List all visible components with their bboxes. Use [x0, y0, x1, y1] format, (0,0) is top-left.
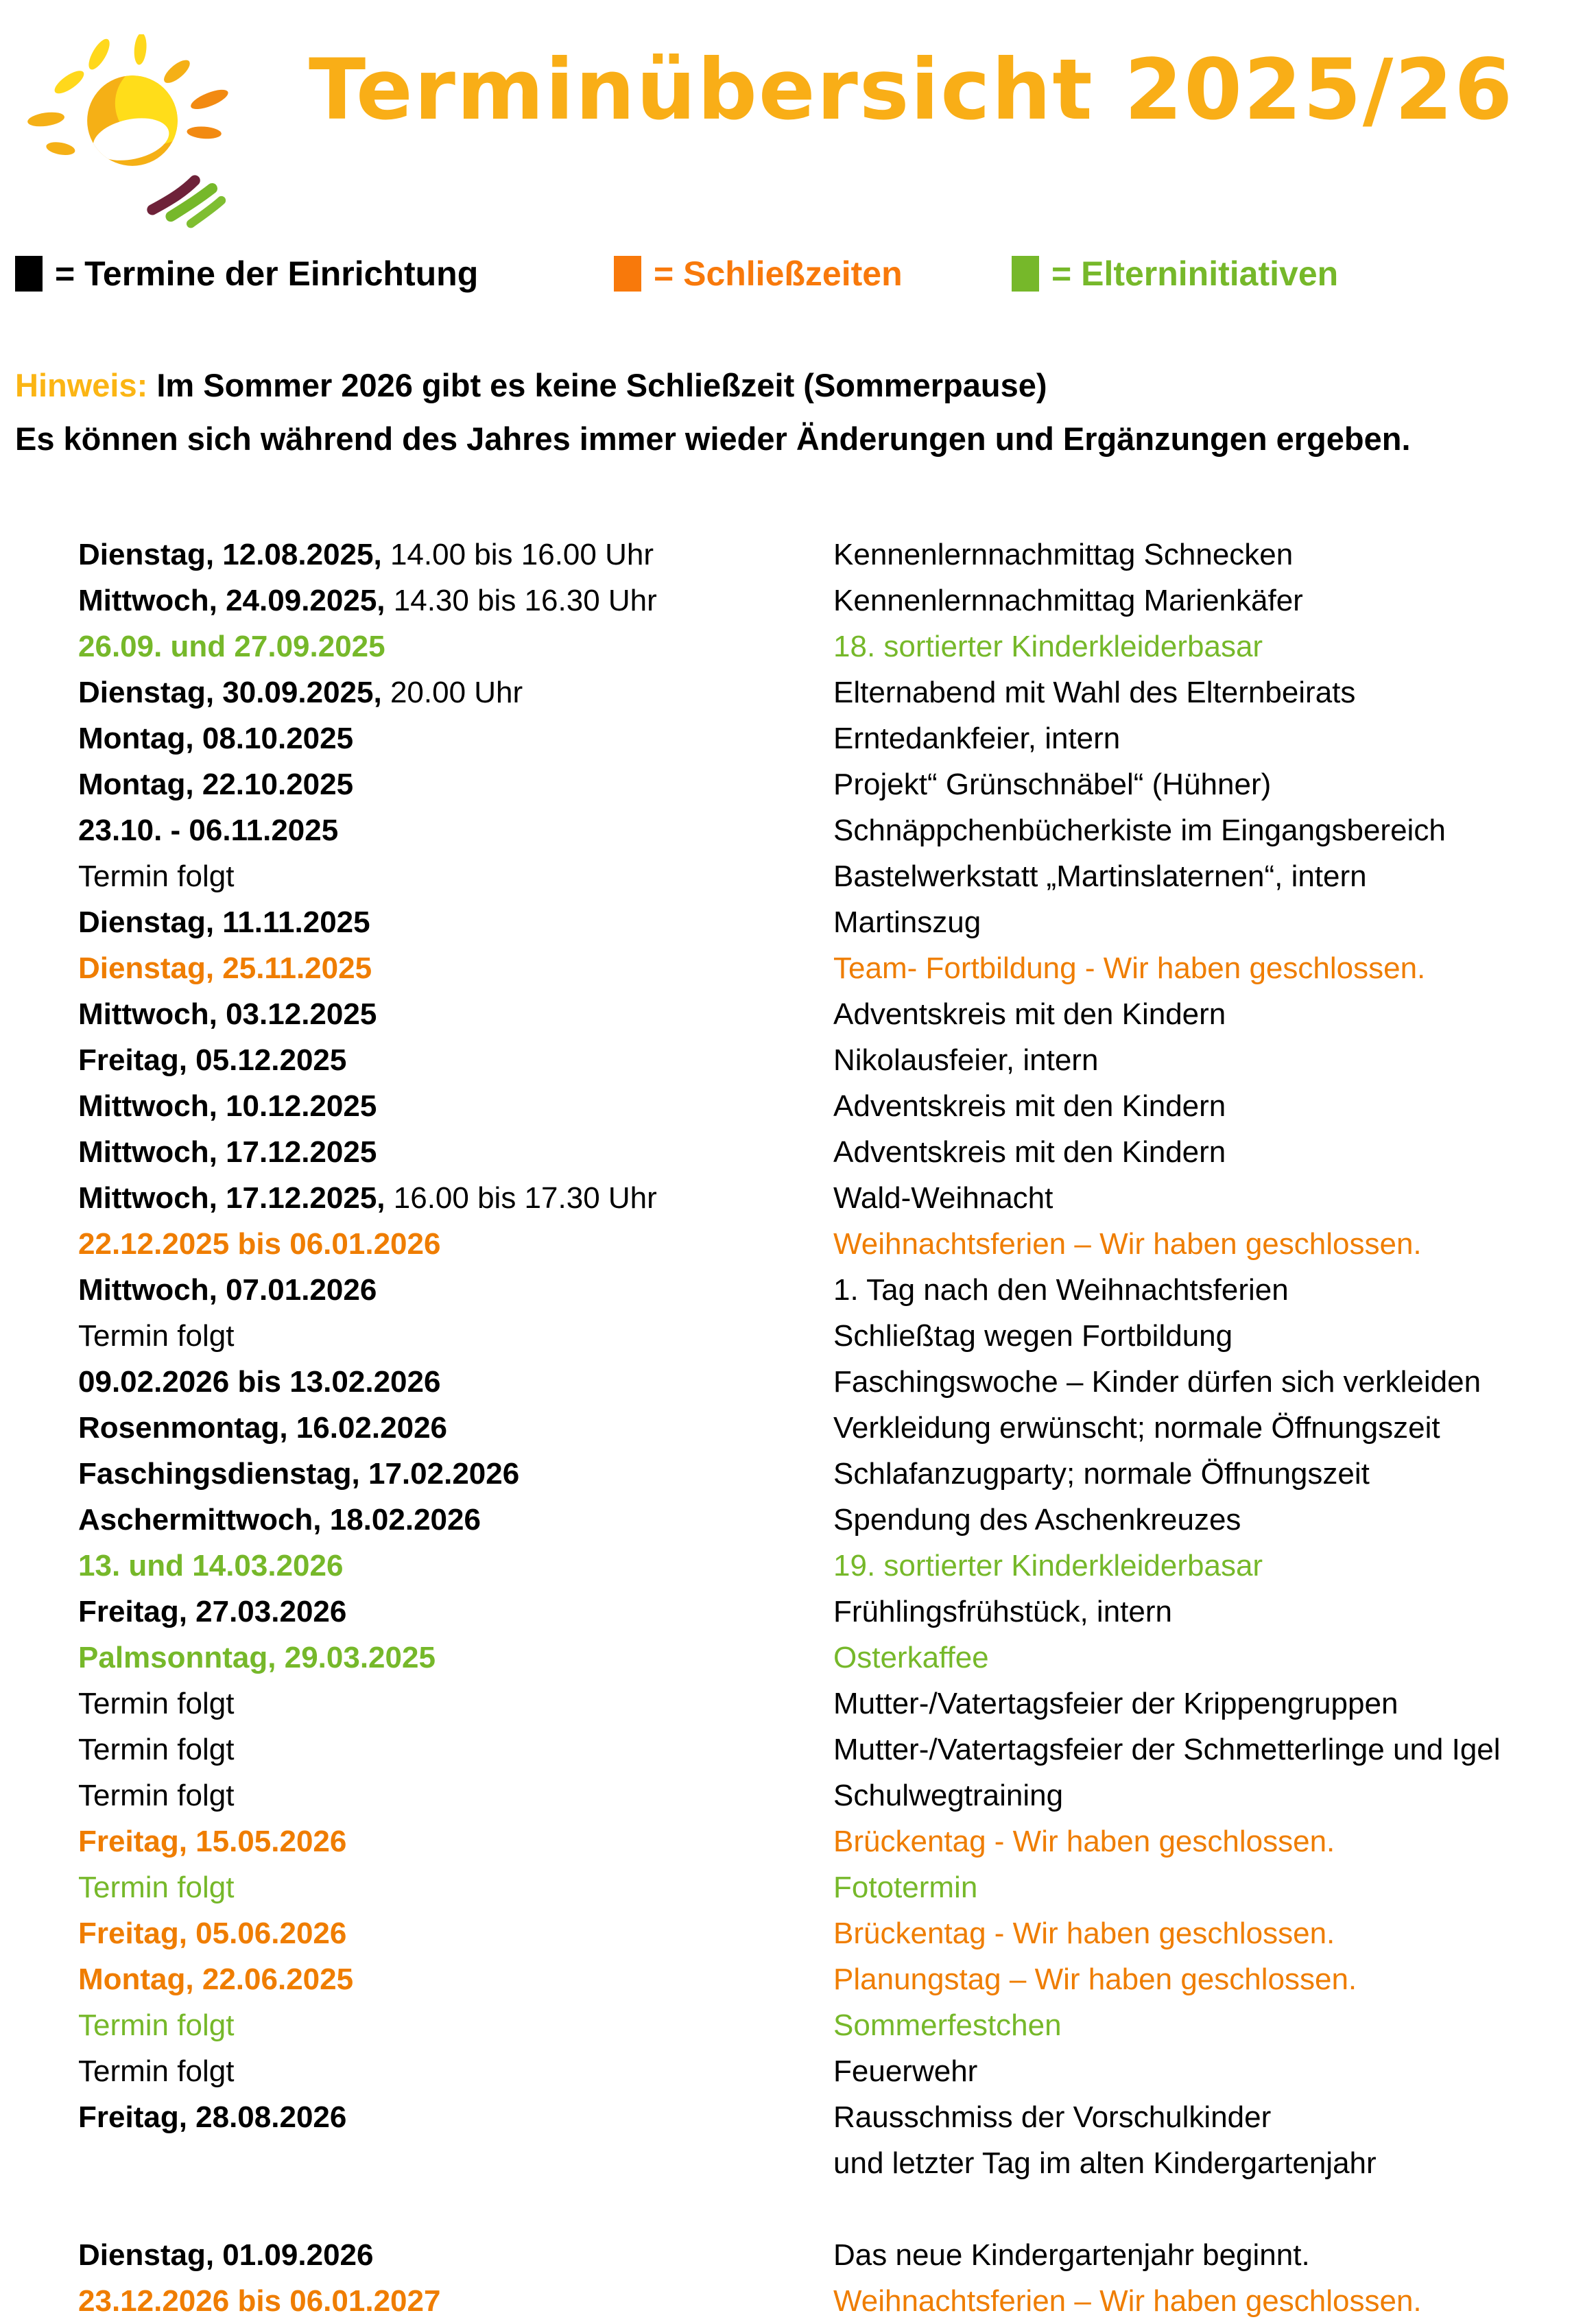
schedule-event: Adventskreis mit den Kindern	[833, 1089, 1226, 1123]
schedule-row	[78, 669, 1545, 715]
schedule-row	[78, 945, 1545, 991]
schedule-date: Mittwoch, 03.12.2025	[78, 997, 377, 1031]
schedule-date: Rosenmontag, 16.02.2026	[78, 1411, 448, 1445]
schedule-date	[78, 2140, 833, 2186]
schedule-date: Dienstag, 30.09.2025, 20.00 Uhr	[78, 676, 523, 709]
schedule-event: Adventskreis mit den Kindern	[833, 1135, 1226, 1169]
schedule-event: Team- Fortbildung - Wir haben geschlossen.	[833, 951, 1426, 985]
schedule-date: Termin folgt	[78, 2054, 235, 2088]
legend-item-elterninitiativen	[1012, 254, 1338, 294]
schedule-event	[833, 2186, 1545, 2232]
schedule-event: Brückentag - Wir haben geschlossen.	[833, 1825, 1335, 1858]
schedule-event: Elternabend mit Wahl des Elternbeirats	[833, 676, 1356, 709]
schedule-row	[78, 1818, 1545, 1864]
schedule-date: Freitag, 15.05.2026	[78, 1825, 347, 1858]
schedule-event: Schulwegtraining	[833, 1779, 1064, 1812]
schedule-row	[78, 578, 1545, 624]
schedule-date: 26.09. und 27.09.2025	[78, 630, 385, 663]
schedule-row	[78, 2186, 1545, 2232]
schedule-row	[78, 1727, 1545, 1772]
schedule-date: Freitag, 05.12.2025	[78, 1043, 347, 1077]
schedule-row	[78, 1772, 1545, 1818]
schedule-row	[78, 1313, 1545, 1359]
schedule-row	[78, 1543, 1545, 1589]
schedule-event: Schlafanzugparty; normale Öffnungszeit	[833, 1457, 1370, 1491]
schedule-date: Termin folgt	[78, 2008, 235, 2042]
schedule-date: Dienstag, 01.09.2026	[78, 2238, 374, 2272]
schedule-event: Mutter-/Vatertagsfeier der Schmetterlinge und Igel	[833, 1733, 1501, 1766]
legend-item-einrichtung	[15, 254, 478, 294]
legend-label: = Elterninitiativen	[1051, 254, 1339, 293]
legend-label: = Schließzeiten	[654, 254, 903, 293]
schedule-date: Dienstag, 25.11.2025	[78, 951, 372, 985]
schedule-date: Termin folgt	[78, 859, 235, 893]
schedule-row	[78, 1083, 1545, 1129]
schedule-row	[78, 2048, 1545, 2094]
notice	[15, 359, 1545, 466]
schedule-date: Mittwoch, 17.12.2025, 16.00 bis 17.30 Uhr	[78, 1181, 657, 1215]
green-square-icon	[1012, 256, 1039, 292]
schedule-date: Mittwoch, 24.09.2025, 14.30 bis 16.30 Uhr	[78, 584, 657, 617]
schedule-row	[78, 1681, 1545, 1727]
schedule-row	[78, 1497, 1545, 1543]
schedule-event: Weihnachtsferien – Wir haben geschlossen.	[833, 2284, 1422, 2318]
schedule-event: Schnäppchenbücherkiste im Eingangsbereich	[833, 814, 1446, 847]
schedule-date: Mittwoch, 17.12.2025	[78, 1135, 377, 1169]
schedule-event: Bastelwerkstatt „Martinslaternen“, intern	[833, 859, 1367, 893]
schedule-date: Faschingsdienstag, 17.02.2026	[78, 1457, 520, 1491]
schedule-date: 13. und 14.03.2026	[78, 1549, 344, 1582]
schedule-date: 23.10. - 06.11.2025	[78, 814, 339, 847]
schedule-row	[78, 2140, 1545, 2186]
schedule-row	[78, 624, 1545, 669]
schedule-event: Verkleidung erwünscht; normale Öffnungszeit	[833, 1411, 1440, 1445]
schedule-row	[78, 1910, 1545, 1956]
legend-item-schliesszeiten	[614, 254, 903, 294]
schedule-row	[78, 1175, 1545, 1221]
notice-line-1	[15, 359, 1545, 412]
schedule-event: Mutter-/Vatertagsfeier der Krippengruppen	[833, 1687, 1398, 1720]
schedule-event: Osterkaffee	[833, 1641, 989, 1674]
schedule-event: Frühlingsfrühstück, intern	[833, 1595, 1172, 1628]
header	[0, 0, 1572, 254]
schedule-row	[78, 1451, 1545, 1497]
schedule-date: Dienstag, 11.11.2025	[78, 905, 370, 939]
schedule-row	[78, 1359, 1545, 1405]
schedule-row	[78, 991, 1545, 1037]
schedule-event: Planungstag – Wir haben geschlossen.	[833, 1963, 1357, 1996]
legend-label: = Termine der Einrichtung	[55, 254, 479, 293]
schedule-row	[78, 532, 1545, 578]
schedule-event: Kennenlernnachmittag Marienkäfer	[833, 584, 1303, 617]
schedule-date: Termin folgt	[78, 1319, 235, 1353]
schedule-row	[78, 853, 1545, 899]
schedule-event: Projekt“ Grünschnäbel“ (Hühner)	[833, 768, 1272, 801]
schedule-date: Palmsonntag, 29.03.2025	[78, 1641, 436, 1674]
schedule-event: Erntedankfeier, intern	[833, 722, 1121, 755]
sun-logo	[19, 34, 246, 247]
schedule-date: Termin folgt	[78, 1871, 235, 1904]
schedule-date: Termin folgt	[78, 1779, 235, 1812]
schedule-row	[78, 2002, 1545, 2048]
schedule-row	[78, 2094, 1545, 2140]
schedule-event: Martinszug	[833, 905, 981, 939]
schedule-date: Freitag, 27.03.2026	[78, 1595, 347, 1628]
schedule-date: Mittwoch, 07.01.2026	[78, 1273, 377, 1307]
schedule-event: und letzter Tag im alten Kindergartenjahr	[833, 2146, 1377, 2180]
page-title: Terminübersicht 2025/26	[309, 41, 1514, 139]
schedule-date: Termin folgt	[78, 1733, 235, 1766]
schedule-event: Spendung des Aschenkreuzes	[833, 1503, 1241, 1537]
schedule-row	[78, 1221, 1545, 1267]
schedule-event: Faschingswoche – Kinder dürfen sich verkleiden	[833, 1365, 1481, 1399]
black-square-icon	[15, 256, 43, 292]
schedule-event: Brückentag - Wir haben geschlossen.	[833, 1917, 1335, 1950]
schedule-row	[78, 899, 1545, 945]
schedule-date: 09.02.2026 bis 13.02.2026	[78, 1365, 441, 1399]
schedule-date: Montag, 08.10.2025	[78, 722, 354, 755]
schedule-row	[78, 1129, 1545, 1175]
schedule-event: Rausschmiss der Vorschulkinder	[833, 2100, 1272, 2134]
schedule-date: Freitag, 28.08.2026	[78, 2100, 347, 2134]
schedule-date	[78, 2186, 833, 2232]
schedule-row	[78, 2278, 1545, 2324]
schedule-row	[78, 1267, 1545, 1313]
schedule-event: Fototermin	[833, 1871, 978, 1904]
schedule-date: 22.12.2025 bis 06.01.2026	[78, 1227, 441, 1261]
notice-prefix: Hinweis:	[15, 367, 148, 403]
schedule-row	[78, 1037, 1545, 1083]
schedule-event: Das neue Kindergartenjahr beginnt.	[833, 2238, 1310, 2272]
schedule-event: Sommerfestchen	[833, 2008, 1062, 2042]
schedule-row	[78, 1635, 1545, 1681]
schedule-row	[78, 807, 1545, 853]
schedule-event: 19. sortierter Kinderkleiderbasar	[833, 1549, 1263, 1582]
schedule-row	[78, 761, 1545, 807]
schedule-event: Nikolausfeier, intern	[833, 1043, 1099, 1077]
schedule-date: Freitag, 05.06.2026	[78, 1917, 347, 1950]
schedule-date: 23.12.2026 bis 06.01.2027	[78, 2284, 441, 2318]
schedule-row	[78, 1589, 1545, 1635]
schedule-row	[78, 715, 1545, 761]
schedule-event: Kennenlernnachmittag Schnecken	[833, 538, 1294, 571]
schedule-date: Termin folgt	[78, 1687, 235, 1720]
schedule-date: Dienstag, 12.08.2025, 14.00 bis 16.00 Uhr	[78, 538, 654, 571]
schedule-date: Mittwoch, 10.12.2025	[78, 1089, 377, 1123]
schedule-event: Feuerwehr	[833, 2054, 978, 2088]
schedule-event: 1. Tag nach den Weihnachtsferien	[833, 1273, 1289, 1307]
schedule-row	[78, 1405, 1545, 1451]
schedule-event: Adventskreis mit den Kindern	[833, 997, 1226, 1031]
schedule-date: Montag, 22.10.2025	[78, 768, 354, 801]
legend	[0, 254, 1572, 319]
schedule-event: 18. sortierter Kinderkleiderbasar	[833, 630, 1263, 663]
schedule-event: Wald-Weihnacht	[833, 1181, 1053, 1215]
notice-line-2: Es können sich während des Jahres immer wieder Änderungen und Ergänzungen ergeben.	[15, 420, 1411, 457]
notice-line-1-text: Im Sommer 2026 gibt es keine Schließzeit (Sommerpause)	[156, 367, 1047, 403]
schedule-list	[0, 532, 1572, 2324]
schedule-row	[78, 1956, 1545, 2002]
schedule-row	[78, 1864, 1545, 1910]
schedule-date: Montag, 22.06.2025	[78, 1963, 354, 1996]
orange-square-icon	[614, 256, 641, 292]
schedule-event: Schließtag wegen Fortbildung	[833, 1319, 1233, 1353]
schedule-event: Weihnachtsferien – Wir haben geschlossen.	[833, 1227, 1422, 1261]
schedule-date: Aschermittwoch, 18.02.2026	[78, 1503, 481, 1537]
